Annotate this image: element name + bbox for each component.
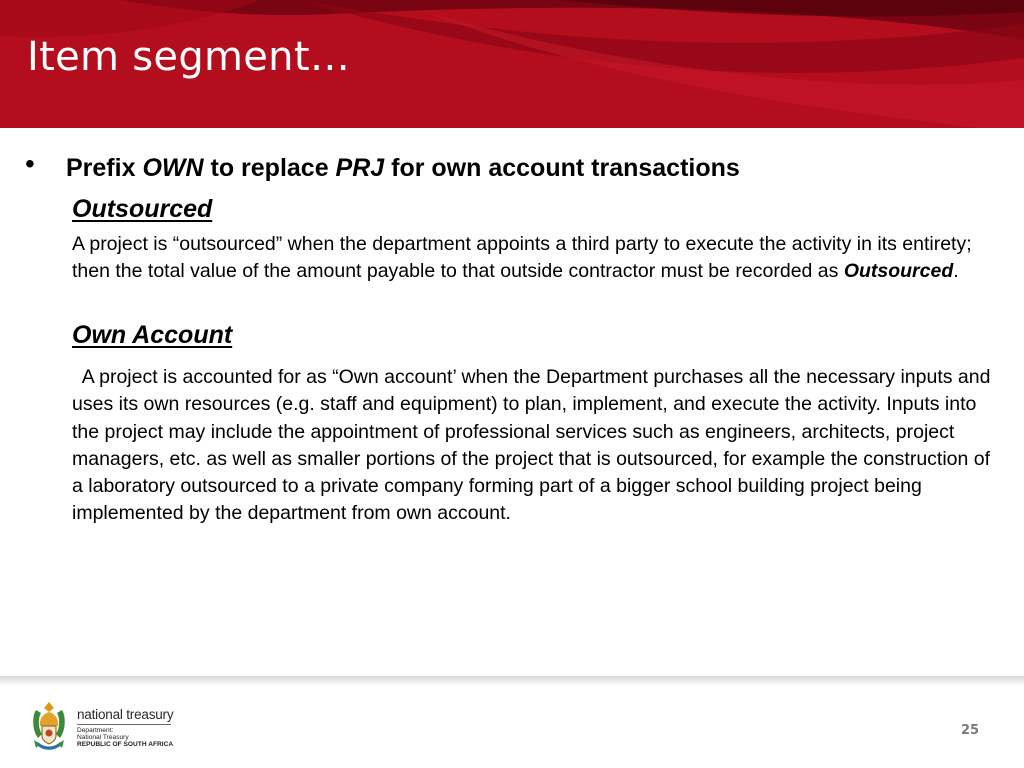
- outsourced-text: A project is “outsourced” when the department appoints a third party to execute the activity in its entirety; then the total value of the amount payable to that outside contractor must be recorded as: [72, 233, 972, 283]
- own-account-paragraph: A project is accounted for as “Own account’ when the Department purchases all the necessary inputs and uses its own resources (e.g. staff and equipment) to plan, implement, and execute the activity. Inputs into the project may include the appointment of professional services such as engineers, architects, project managers, etc. as well as smaller portions of the project that is outsourced, for example the construction of a laboratory outsourced to a private company forming part of a bigger school building project being implemented by the department from own account.: [72, 366, 991, 525]
- coat-of-arms-icon: [28, 700, 70, 752]
- outsourced-paragraph: [72, 231, 1002, 286]
- bullet-suffix: for own account transactions: [384, 154, 740, 182]
- own-code: OWN: [142, 154, 204, 182]
- bullet-prefix: Prefix: [66, 154, 143, 182]
- outsourced-emphasis: Outsourced: [843, 260, 954, 283]
- slide-title: Item segment…: [27, 34, 351, 80]
- page-number: 25: [961, 723, 980, 738]
- outsourced-text-end: .: [953, 260, 959, 283]
- header-banner: [0, 0, 1024, 128]
- brand-line-department: Department:: [77, 727, 114, 734]
- bullet-heading: [66, 154, 740, 183]
- national-treasury-brand: national treasury: [77, 707, 174, 722]
- outsourced-heading: Outsourced: [72, 195, 213, 223]
- brand-line-republic: REPUBLIC OF SOUTH AFRICA: [77, 741, 174, 748]
- brand-line-treasury: National Treasury: [77, 734, 129, 741]
- bullet-middle: to replace: [203, 154, 336, 182]
- prj-code: PRJ: [335, 154, 385, 182]
- own-account-heading: Own Account: [72, 321, 233, 349]
- bullet-marker: •: [25, 148, 35, 179]
- brand-divider: [77, 724, 171, 725]
- footer-divider: [0, 676, 1024, 686]
